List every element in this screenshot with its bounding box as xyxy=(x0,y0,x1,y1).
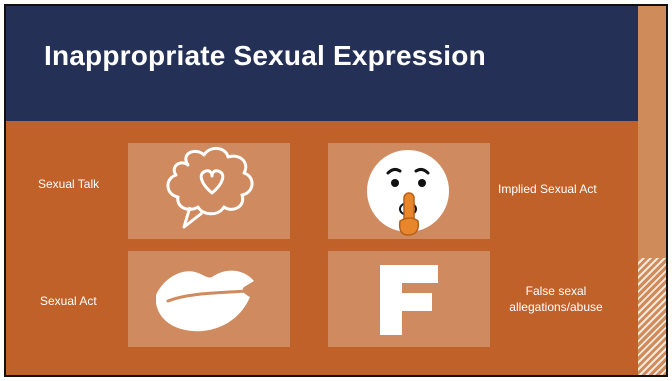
label-false-allegations xyxy=(492,283,620,315)
label-implied-sexual-act: Implied Sexual Act xyxy=(498,182,597,196)
label-false-allegations-line2: allegations/abuse xyxy=(509,300,603,314)
letter-f-icon xyxy=(328,251,490,347)
tile-implied-sexual-act xyxy=(328,143,490,239)
slide-frame xyxy=(4,4,668,377)
thought-bubble-heart-icon xyxy=(128,143,290,239)
tile-sexual-talk xyxy=(128,143,290,239)
tile-sexual-act xyxy=(128,251,290,347)
label-sexual-talk: Sexual Talk xyxy=(38,177,100,191)
shushing-face-emoji xyxy=(328,143,490,239)
side-hatch-pattern xyxy=(638,258,668,377)
label-false-allegations-line1: False sexal xyxy=(525,284,587,298)
tile-false-allegations xyxy=(328,251,490,347)
slide-header xyxy=(6,6,638,121)
lips-icon xyxy=(128,251,290,347)
label-sexual-act: Sexual Act xyxy=(40,294,97,308)
slide-title: Inappropriate Sexual Expression xyxy=(44,40,486,71)
slide-body xyxy=(6,121,638,377)
